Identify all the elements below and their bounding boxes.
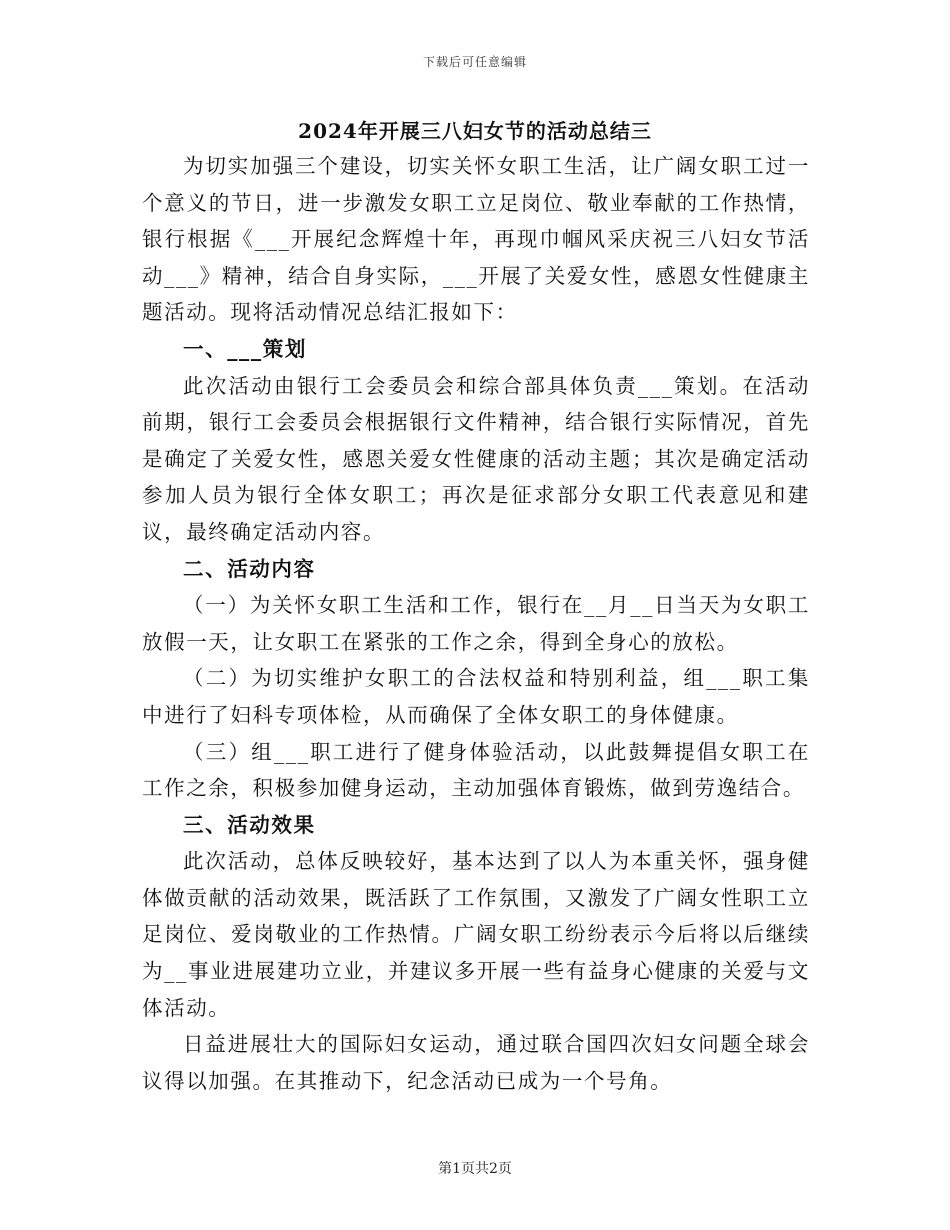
header-note: 下载后可任意编辑 xyxy=(422,55,527,69)
section-heading-effect: 三、活动效果 xyxy=(183,812,316,837)
section-heading-content: 二、活动内容 xyxy=(183,556,316,581)
document-title: 2024年开展三八妇女节的活动总结三 xyxy=(298,119,652,143)
document-body xyxy=(142,148,810,1099)
page-number-footer: 第1页共2页 xyxy=(438,1161,512,1177)
closing-paragraph: 日益进展壮大的国际妇女运动，通过联合国四次妇女问题全球会议得以加强。在其推动下，纪念活动已成为一个号角。 xyxy=(142,1032,810,1093)
content-item-1: （一）为关怀女职工生活和工作，银行在__月__日当天为女职工放假一天，让女职工在紧张的工作之余，得到全身心的放松。 xyxy=(142,593,810,654)
section-heading-planning: 一、___策划 xyxy=(183,336,307,361)
section-effect-body: 此次活动，总体反映较好，基本达到了以人为本重关怀，强身健体做贡献的活动效果，既活跃了工作氛围，又激发了广阔女性职工立足岗位、爱岗敬业的工作热情。广阔女职工纷纷表示今后将以后继续为__事业进展建功立业，并建议多开展一些有益身心健康的关爱与文体活动。 xyxy=(142,849,810,1020)
intro-paragraph: 为切实加强三个建设，切实关怀女职工生活，让广阔女职工过一个意义的节日，进一步激发女职工立足岗位、敬业奉献的工作热情，银行根据《___开展纪念辉煌十年，再现巾帼风采庆祝三八妇女节活动___》精神，结合自身实际，___开展了关爱女性，感恩女性健康主题活动。现将活动情况总结汇报如下： xyxy=(142,154,810,325)
section-planning-body: 此次活动由银行工会委员会和综合部具体负责___策划。在活动前期，银行工会委员会根据银行文件精神，结合银行实际情况，首先是确定了关爱女性，感恩关爱女性健康的活动主题；其次是确定活动参加人员为银行全体女职工；再次是征求部分女职工代表意见和建议，最终确定活动内容。 xyxy=(142,373,810,544)
content-item-2: （二）为切实维护女职工的合法权益和特别利益，组___职工集中进行了妇科专项体检，从而确保了全体女职工的身体健康。 xyxy=(142,666,810,727)
content-item-3: （三）组___职工进行了健身体验活动，以此鼓舞提倡女职工在工作之余，积极参加健身运动，主动加强体育锻炼，做到劳逸结合。 xyxy=(142,739,810,801)
